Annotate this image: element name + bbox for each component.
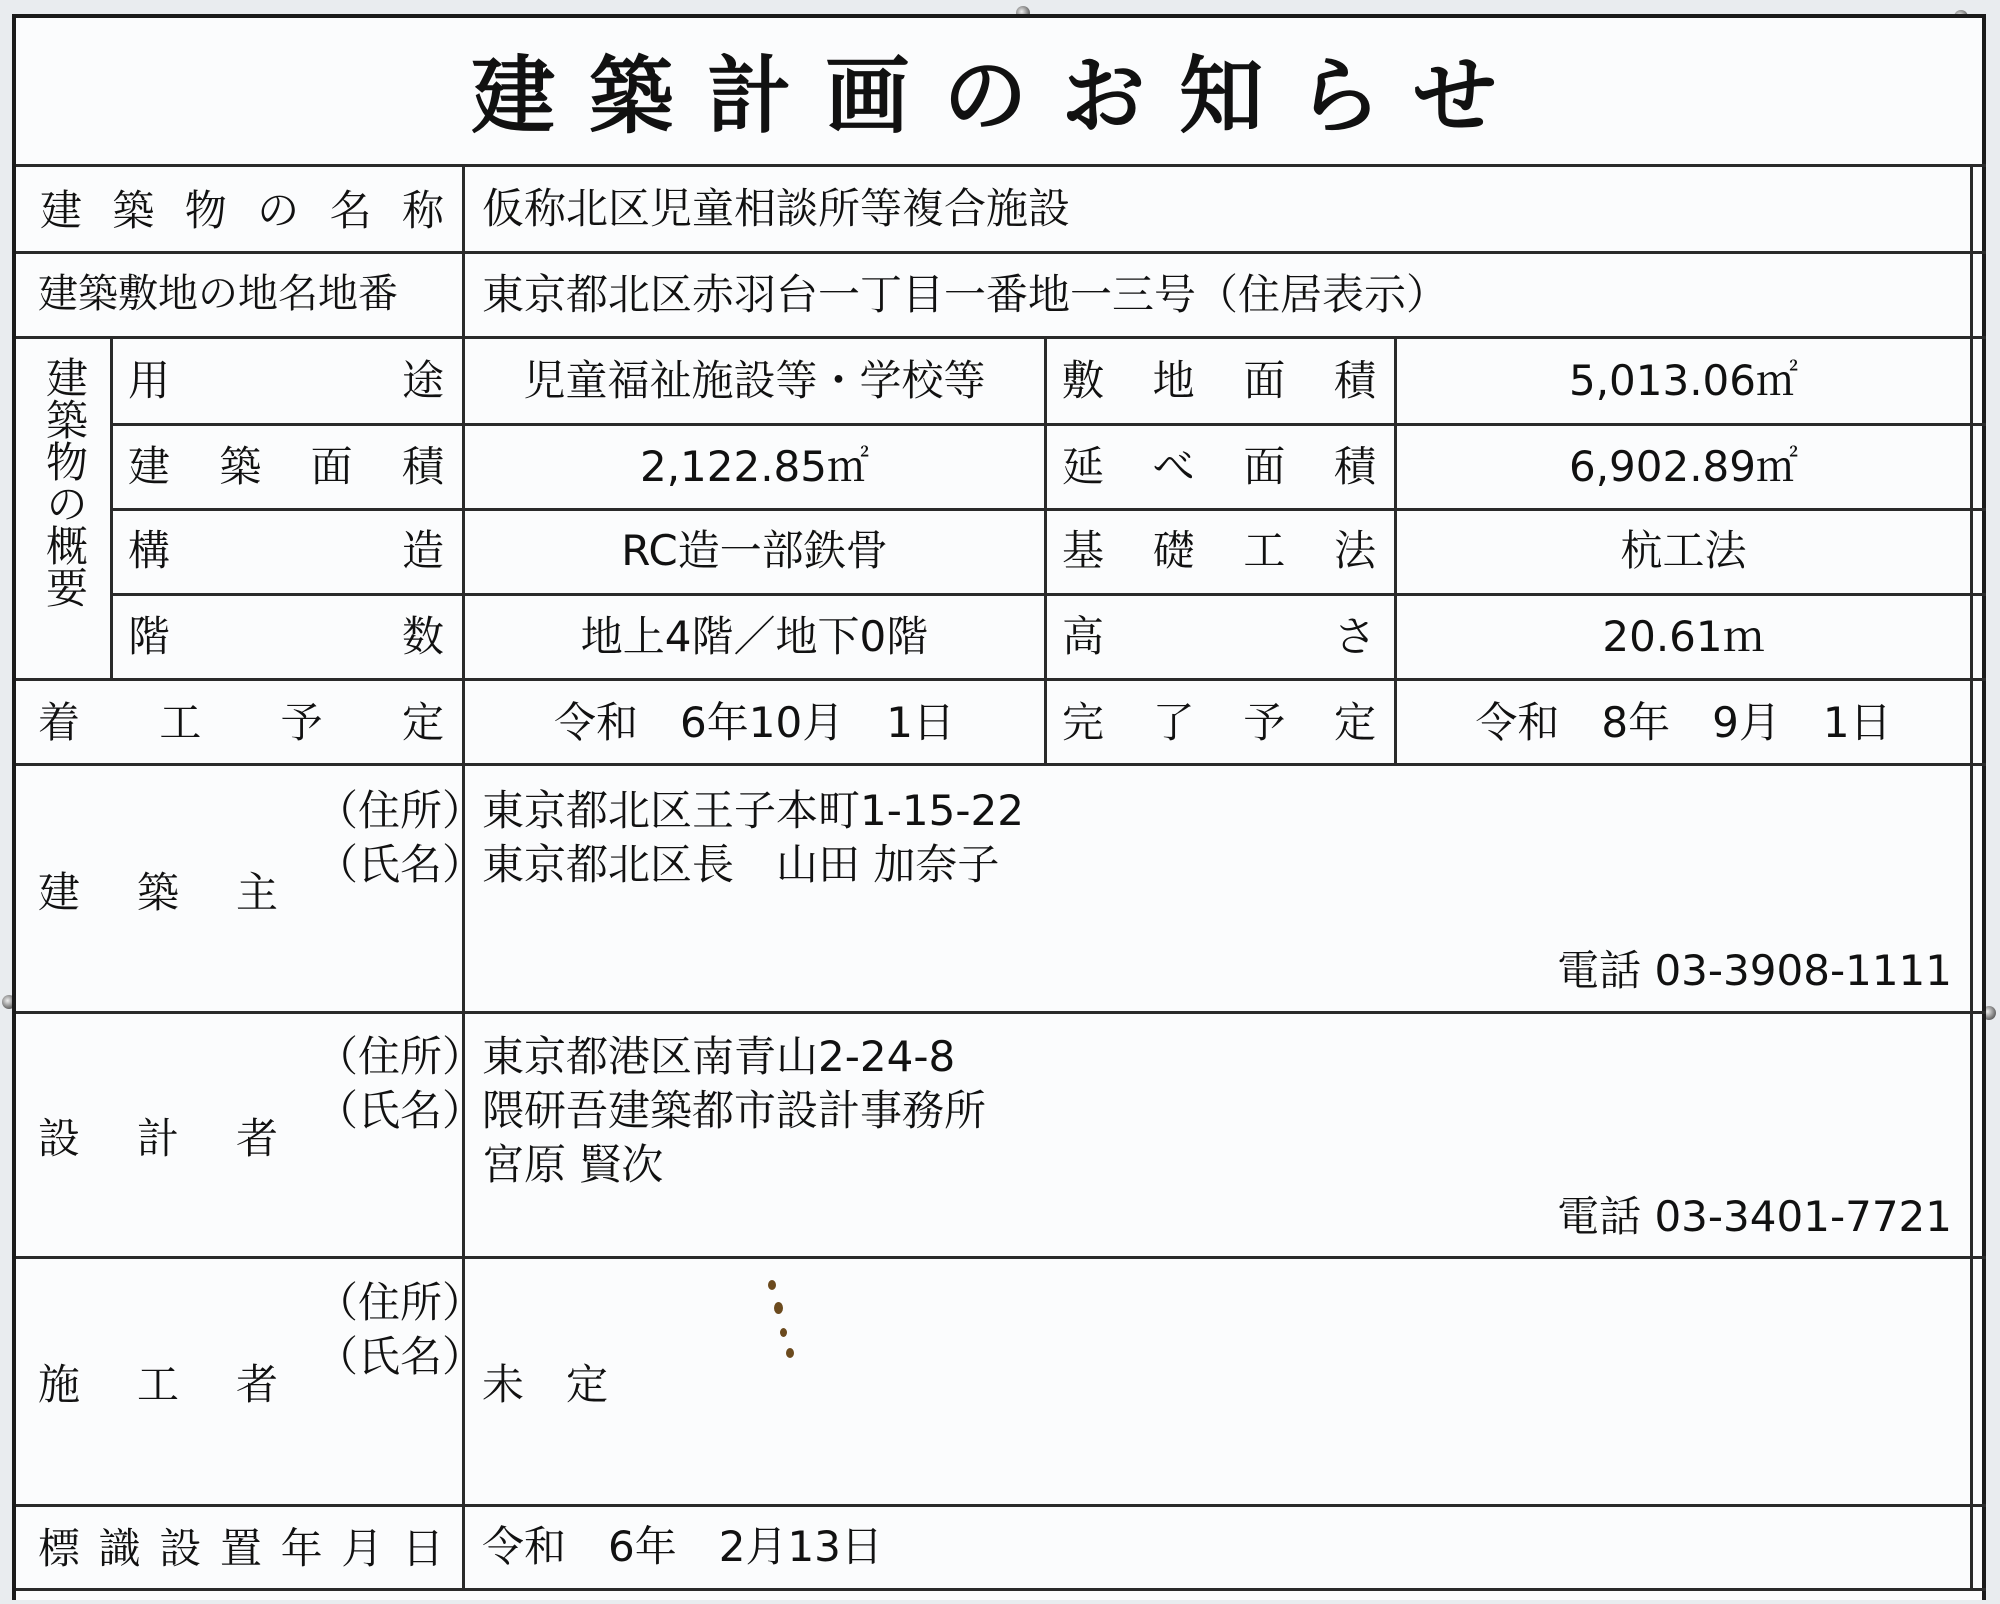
structure-value: RC造一部鉄骨: [621, 526, 888, 575]
use-label: 用 途: [128, 356, 444, 405]
use-value: 児童福祉施設等・学校等: [523, 356, 986, 405]
owner-label: 建 築 主: [38, 868, 278, 917]
notice-board: [12, 14, 1986, 1600]
owner-address: 東京都北区王子本町1-15-22: [482, 786, 1024, 835]
structure-label: 構 造: [128, 526, 444, 575]
finish-date-value: 令和 8年 9月 1日: [1475, 698, 1892, 747]
floor-area-label: 延 べ 面 積: [1062, 442, 1376, 491]
contractor-name-tag: （氏名）: [316, 1332, 485, 1381]
floor-area-value: 6,902.89㎡: [1568, 442, 1799, 491]
owner-name: 東京都北区長 山田 加奈子: [482, 840, 1000, 889]
contractor-value: 未 定: [482, 1360, 609, 1409]
owner-address-tag: （住所）: [316, 786, 485, 835]
stain-mark: [786, 1348, 794, 1358]
designer-address-tag: （住所）: [316, 1032, 485, 1081]
designer-address: 東京都港区南青山2-24-8: [482, 1032, 956, 1081]
owner-name-tag: （氏名）: [316, 840, 485, 889]
building-name-label: 建 築 物 の 名 称: [40, 186, 444, 235]
posted-date-value: 令和 6年 2月13日: [482, 1522, 883, 1571]
foundation-label: 基 礎 工 法: [1062, 526, 1376, 575]
height-label: 高 さ: [1062, 612, 1376, 661]
start-date-value: 令和 6年10月 1日: [554, 698, 955, 747]
start-date-label: 着 工 予 定: [38, 698, 444, 747]
designer-phone: 電話 03-3401-7721: [1557, 1192, 1952, 1241]
building-area-label: 建 築 面 積: [128, 442, 444, 491]
contractor-address-tag: （住所）: [316, 1278, 485, 1327]
stain-mark: [780, 1328, 787, 1337]
building-area-value: 2,122.85㎡: [639, 442, 870, 491]
finish-date-label: 完 了 予 定: [1062, 698, 1376, 747]
stain-mark: [774, 1302, 783, 1314]
height-value: 20.61ｍ: [1602, 612, 1765, 661]
designer-person: 宮原 賢次: [482, 1140, 664, 1189]
site-area-label: 敷 地 面 積: [1062, 356, 1376, 405]
contractor-label: 施 工 者: [38, 1360, 278, 1409]
designer-label: 設 計 者: [38, 1114, 278, 1163]
posted-date-label: 標 識 設 置 年 月 日: [38, 1524, 444, 1573]
owner-phone: 電話 03-3908-1111: [1557, 946, 1952, 995]
stain-mark: [768, 1280, 776, 1290]
foundation-value: 杭工法: [1620, 526, 1747, 575]
site-area-value: 5,013.06㎡: [1568, 356, 1799, 405]
floors-value: 地上4階／地下0階: [580, 612, 929, 661]
page-title: 建築計画のお知らせ: [471, 47, 1531, 145]
site-location-label: 建築敷地の地名地番: [38, 271, 398, 317]
building-name-value: 仮称北区児童相談所等複合施設: [482, 184, 1071, 233]
designer-name: 隈研吾建築都市設計事務所: [482, 1086, 987, 1135]
floors-label: 階 数: [128, 612, 444, 661]
designer-name-tag: （氏名）: [316, 1086, 485, 1135]
site-location-value: 東京都北区赤羽台一丁目一番地一三号（住居表示）: [482, 270, 1449, 319]
overview-group-label: 建築物の概要: [40, 356, 89, 608]
